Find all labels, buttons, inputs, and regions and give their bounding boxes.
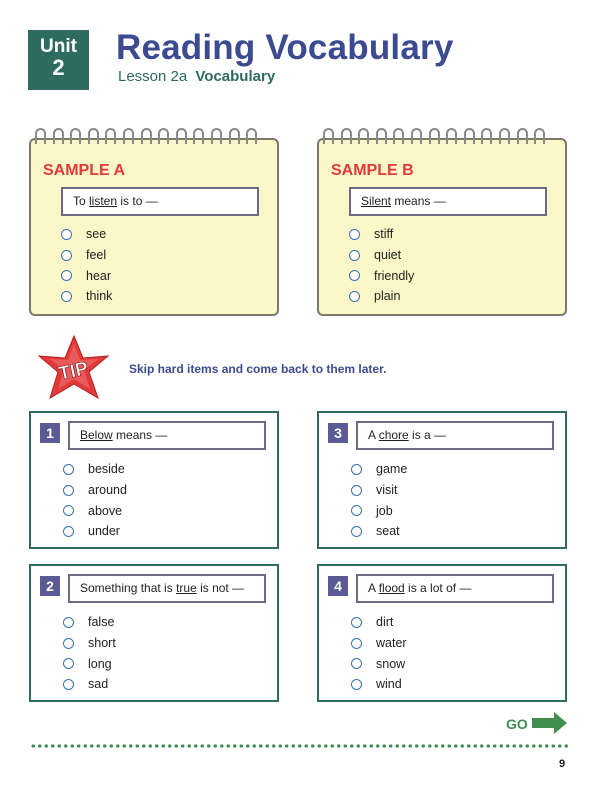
question-prompt: [68, 574, 266, 603]
radio-icon[interactable]: [351, 505, 362, 516]
radio-icon[interactable]: [349, 250, 360, 261]
spiral-binding-icon: [323, 128, 561, 146]
option-label: quiet: [374, 248, 402, 263]
option-label: under: [88, 524, 120, 539]
answer-option[interactable]: [351, 633, 407, 654]
answer-options: [63, 459, 127, 542]
radio-icon[interactable]: [63, 679, 74, 690]
answer-options: [61, 224, 112, 307]
question-card-2: [29, 564, 279, 702]
dotted-divider: [30, 744, 568, 748]
answer-option[interactable]: [63, 612, 116, 633]
option-label: sad: [88, 677, 109, 692]
go-label[interactable]: GO: [506, 716, 528, 732]
spiral-binding-icon: [35, 128, 273, 146]
vocab-word: Below: [80, 428, 113, 442]
radio-icon[interactable]: [63, 464, 74, 475]
radio-icon[interactable]: [349, 270, 360, 281]
vocab-word: Silent: [361, 194, 392, 208]
radio-icon[interactable]: [61, 229, 72, 240]
answer-options: [63, 612, 116, 695]
answer-option[interactable]: [351, 459, 407, 480]
question-card-1: [29, 411, 279, 549]
prompt-text: is not —: [196, 581, 245, 595]
answer-options: [351, 459, 407, 542]
answer-option[interactable]: [61, 286, 112, 307]
vocab-word: true: [176, 581, 197, 595]
answer-option[interactable]: [351, 653, 407, 674]
question-number: 4: [328, 576, 348, 596]
answer-option[interactable]: [61, 224, 112, 245]
answer-option[interactable]: [349, 224, 414, 245]
option-label: beside: [88, 462, 125, 477]
option-label: think: [86, 289, 113, 304]
vocab-word: listen: [89, 194, 118, 208]
answer-options: [351, 612, 407, 695]
answer-option[interactable]: [63, 633, 116, 654]
option-label: dirt: [376, 615, 394, 630]
lesson-number: Lesson 2a: [118, 68, 188, 85]
radio-icon[interactable]: [351, 526, 362, 537]
answer-option[interactable]: [351, 500, 407, 521]
option-label: around: [88, 483, 127, 498]
tip-star-icon: [36, 334, 112, 404]
answer-option[interactable]: [349, 265, 414, 286]
option-label: job: [376, 503, 393, 518]
tip-text: Skip hard items and come back to them later.: [129, 362, 387, 376]
question-prompt: [356, 574, 554, 603]
option-label: water: [376, 636, 407, 651]
answer-option[interactable]: [63, 674, 116, 695]
radio-icon[interactable]: [351, 617, 362, 628]
option-label: wind: [376, 677, 402, 692]
radio-icon[interactable]: [63, 638, 74, 649]
answer-option[interactable]: [351, 480, 407, 501]
prompt-text: A: [368, 428, 379, 442]
prompt-text: A: [368, 581, 379, 595]
option-label: short: [88, 636, 116, 651]
unit-word: Unit: [40, 36, 77, 57]
prompt-text: means —: [112, 428, 168, 442]
prompt-text: is a lot of —: [404, 581, 472, 595]
prompt-text: is a —: [408, 428, 447, 442]
answer-option[interactable]: [63, 653, 116, 674]
answer-option[interactable]: [63, 500, 127, 521]
radio-icon[interactable]: [63, 526, 74, 537]
sample-a-notebook: [29, 138, 279, 316]
radio-icon[interactable]: [349, 229, 360, 240]
option-label: game: [376, 462, 408, 477]
option-label: long: [88, 656, 112, 671]
radio-icon[interactable]: [349, 291, 360, 302]
answer-option[interactable]: [351, 521, 407, 542]
option-label: snow: [376, 656, 406, 671]
option-label: false: [88, 615, 115, 630]
sample-b-notebook: [317, 138, 567, 316]
prompt-text: is to —: [117, 194, 158, 208]
radio-icon[interactable]: [63, 485, 74, 496]
option-label: hear: [86, 268, 112, 283]
vocab-word: flood: [378, 581, 405, 595]
option-label: see: [86, 227, 107, 242]
question-number: 3: [328, 423, 348, 443]
answer-options: [349, 224, 414, 307]
radio-icon[interactable]: [61, 270, 72, 281]
lesson-topic: Vocabulary: [195, 68, 276, 85]
question-prompt: [61, 187, 259, 216]
answer-option[interactable]: [351, 612, 407, 633]
go-arrow-icon[interactable]: [532, 711, 568, 735]
sample-label: SAMPLE A: [43, 162, 126, 179]
page-number: 9: [559, 758, 566, 770]
prompt-text: To: [73, 194, 90, 208]
question-card-3: [317, 411, 567, 549]
radio-icon[interactable]: [351, 638, 362, 649]
prompt-text: means —: [391, 194, 446, 208]
option-label: seat: [376, 524, 400, 539]
lesson-subtitle: [118, 68, 275, 85]
question-card-4: [317, 564, 567, 702]
option-label: stiff: [374, 227, 394, 242]
option-label: plain: [374, 289, 401, 304]
question-prompt: [356, 421, 554, 450]
option-label: above: [88, 503, 123, 518]
answer-option[interactable]: [61, 245, 112, 266]
answer-option[interactable]: [61, 265, 112, 286]
answer-option[interactable]: [349, 286, 414, 307]
radio-icon[interactable]: [351, 485, 362, 496]
option-label: friendly: [374, 268, 415, 283]
radio-icon[interactable]: [351, 679, 362, 690]
radio-icon[interactable]: [351, 658, 362, 669]
radio-icon[interactable]: [63, 505, 74, 516]
answer-option[interactable]: [63, 459, 127, 480]
sample-label: SAMPLE B: [331, 162, 414, 179]
question-number: 1: [40, 423, 60, 443]
radio-icon[interactable]: [351, 464, 362, 475]
radio-icon[interactable]: [61, 291, 72, 302]
prompt-text: Something that is: [80, 581, 177, 595]
vocab-word: chore: [378, 428, 409, 442]
answer-option[interactable]: [349, 245, 414, 266]
option-label: feel: [86, 248, 107, 263]
answer-option[interactable]: [351, 674, 407, 695]
answer-option[interactable]: [63, 521, 127, 542]
radio-icon[interactable]: [63, 658, 74, 669]
answer-option[interactable]: [63, 480, 127, 501]
radio-icon[interactable]: [63, 617, 74, 628]
option-label: visit: [376, 483, 398, 498]
unit-number: 2: [52, 55, 65, 80]
radio-icon[interactable]: [61, 250, 72, 261]
question-prompt: [68, 421, 266, 450]
question-number: 2: [40, 576, 60, 596]
question-prompt: [349, 187, 547, 216]
tip-badge-text: TIP: [56, 358, 91, 385]
unit-badge: [28, 30, 89, 90]
page-title: Reading Vocabulary: [116, 28, 454, 67]
